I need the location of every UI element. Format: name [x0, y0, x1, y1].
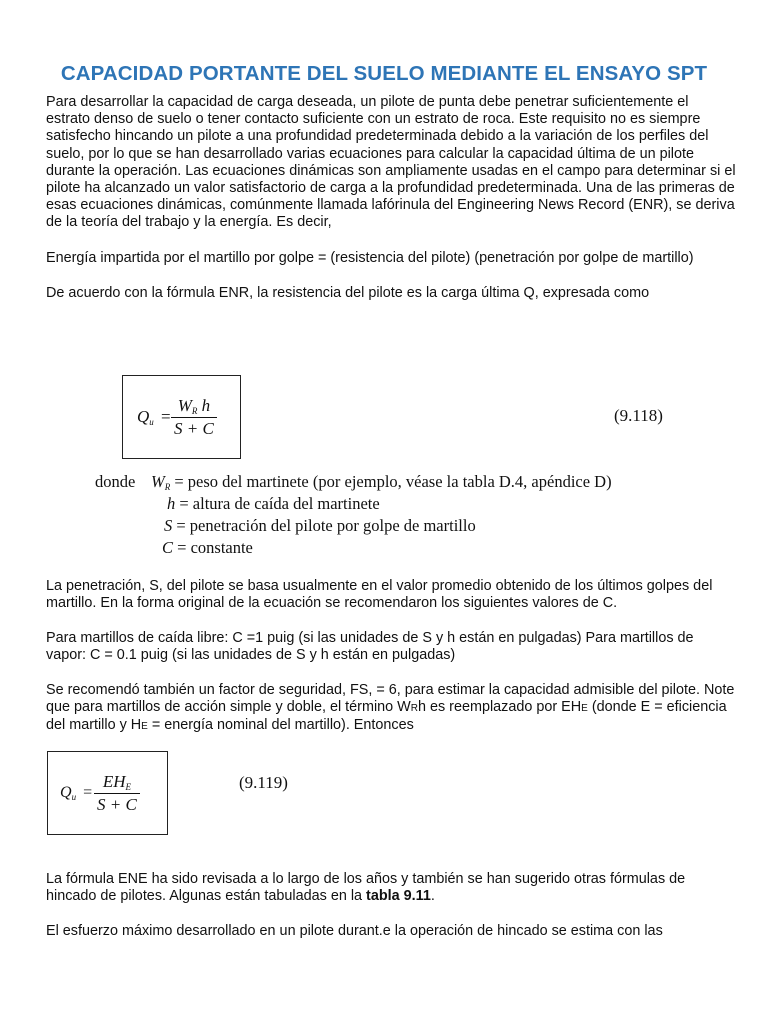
energy-paragraph: Energía impartida por el martillo por golpe = (resistencia del pilote) (penetración por golpe de martillo)	[46, 250, 694, 266]
intro-paragraph: Para desarrollar la capacidad de carga deseada, un pilote de punta debe penetrar suficientemente el estrato denso de suelo o tener contacto suficiente con un estrato de roca. Este requisito no es siempre satisfecho hincando un pilote a una profundidad predeterminada debido a la variación de los perfiles del suelo, por lo que se han desarrollado varias ecuaciones para calcular la capacidad última de un pilote durante la operación. Las ecuaciones dinámicas son ampliamente usadas en el campo para determinar si el pilote ha alcanzado un valor satisfactorio de carga a la profundidad predeterminada. Una de las primeras de esas ecuaciones dinámicas, comúnmente llamada lafórinula del Engineering News Record (ENR), se deriva de la teoría del trabajo y la energía. Es decir,	[46, 94, 736, 231]
formula-9-118-box	[122, 375, 241, 459]
hammer-values-paragraph: Para martillos de caída libre: C =1 puig (si las unidades de S y h están en pulgadas) Para martillos de vapor: C = 0.1 puig (si las unidades de S y h están en pulgadas)	[46, 630, 694, 664]
equation-number-9-119: (9.119)	[239, 773, 288, 792]
max-stress-paragraph: El esfuerzo máximo desarrollado en un pilote durant.e la operación de hincado se estima con las	[46, 923, 663, 939]
definition-symbol: h	[167, 494, 176, 513]
definition-row	[167, 494, 380, 514]
definition-symbol: S	[164, 516, 173, 535]
formula-9-119-fraction: $EH_E$ S + C	[94, 772, 140, 815]
definition-text: = constante	[177, 538, 253, 557]
page-title: CAPACIDAD PORTANTE DEL SUELO MEDIANTE EL ENSAYO SPT	[60, 62, 708, 85]
definition-symbol: $W_R$	[151, 472, 171, 492]
definitions-lead: donde	[95, 472, 136, 491]
definition-row	[151, 472, 612, 492]
safety-factor-paragraph: Se recomendó también un factor de seguridad, FS, = 6, para estimar la capacidad admisible del pilote. Note que para martillos de acción simple y doble, el término WRh es reemplazado por EHE (donde E = eficiencia del martillo y HE = energía nominal del martillo). Entonces	[46, 682, 735, 734]
equation-number-9-118: (9.118)	[614, 406, 663, 425]
definition-row	[164, 516, 476, 536]
definition-symbol: C	[162, 538, 174, 557]
table-reference: tabla 9.11	[366, 888, 431, 905]
penetration-paragraph: La penetración, S, del pilote se basa usualmente en el valor promedio obtenido de los últimos golpes del martillo. En la forma original de la ecuación se recomendaron los siguientes valores de C.	[46, 578, 713, 612]
enr-paragraph: De acuerdo con la fórmula ENR, la resistencia del pilote es la carga última Q, expresada como	[46, 285, 650, 301]
ene-paragraph: La fórmula ENE ha sido revisada a lo largo de los años y también se han sugerido otras fórmulas de hincado de pilotes. Algunas están tabuladas en la tabla 9.11.	[46, 871, 686, 905]
definition-row	[162, 538, 253, 558]
formula-9-118-fraction: $\frac{W_R h}{S + C}$	[171, 396, 217, 439]
definition-text: = peso del martinete (por ejemplo, véase la tabla D.4, apéndice D)	[174, 472, 612, 491]
formula-9-119-lhs: $Q_u$ =	[60, 784, 93, 802]
formula-9-118-lhs: $Q_u$ =	[137, 407, 171, 427]
formula-9-119-box	[47, 751, 168, 835]
definition-text: = altura de caída del martinete	[179, 494, 380, 513]
definition-text: = penetración del pilote por golpe de martillo	[176, 516, 476, 535]
